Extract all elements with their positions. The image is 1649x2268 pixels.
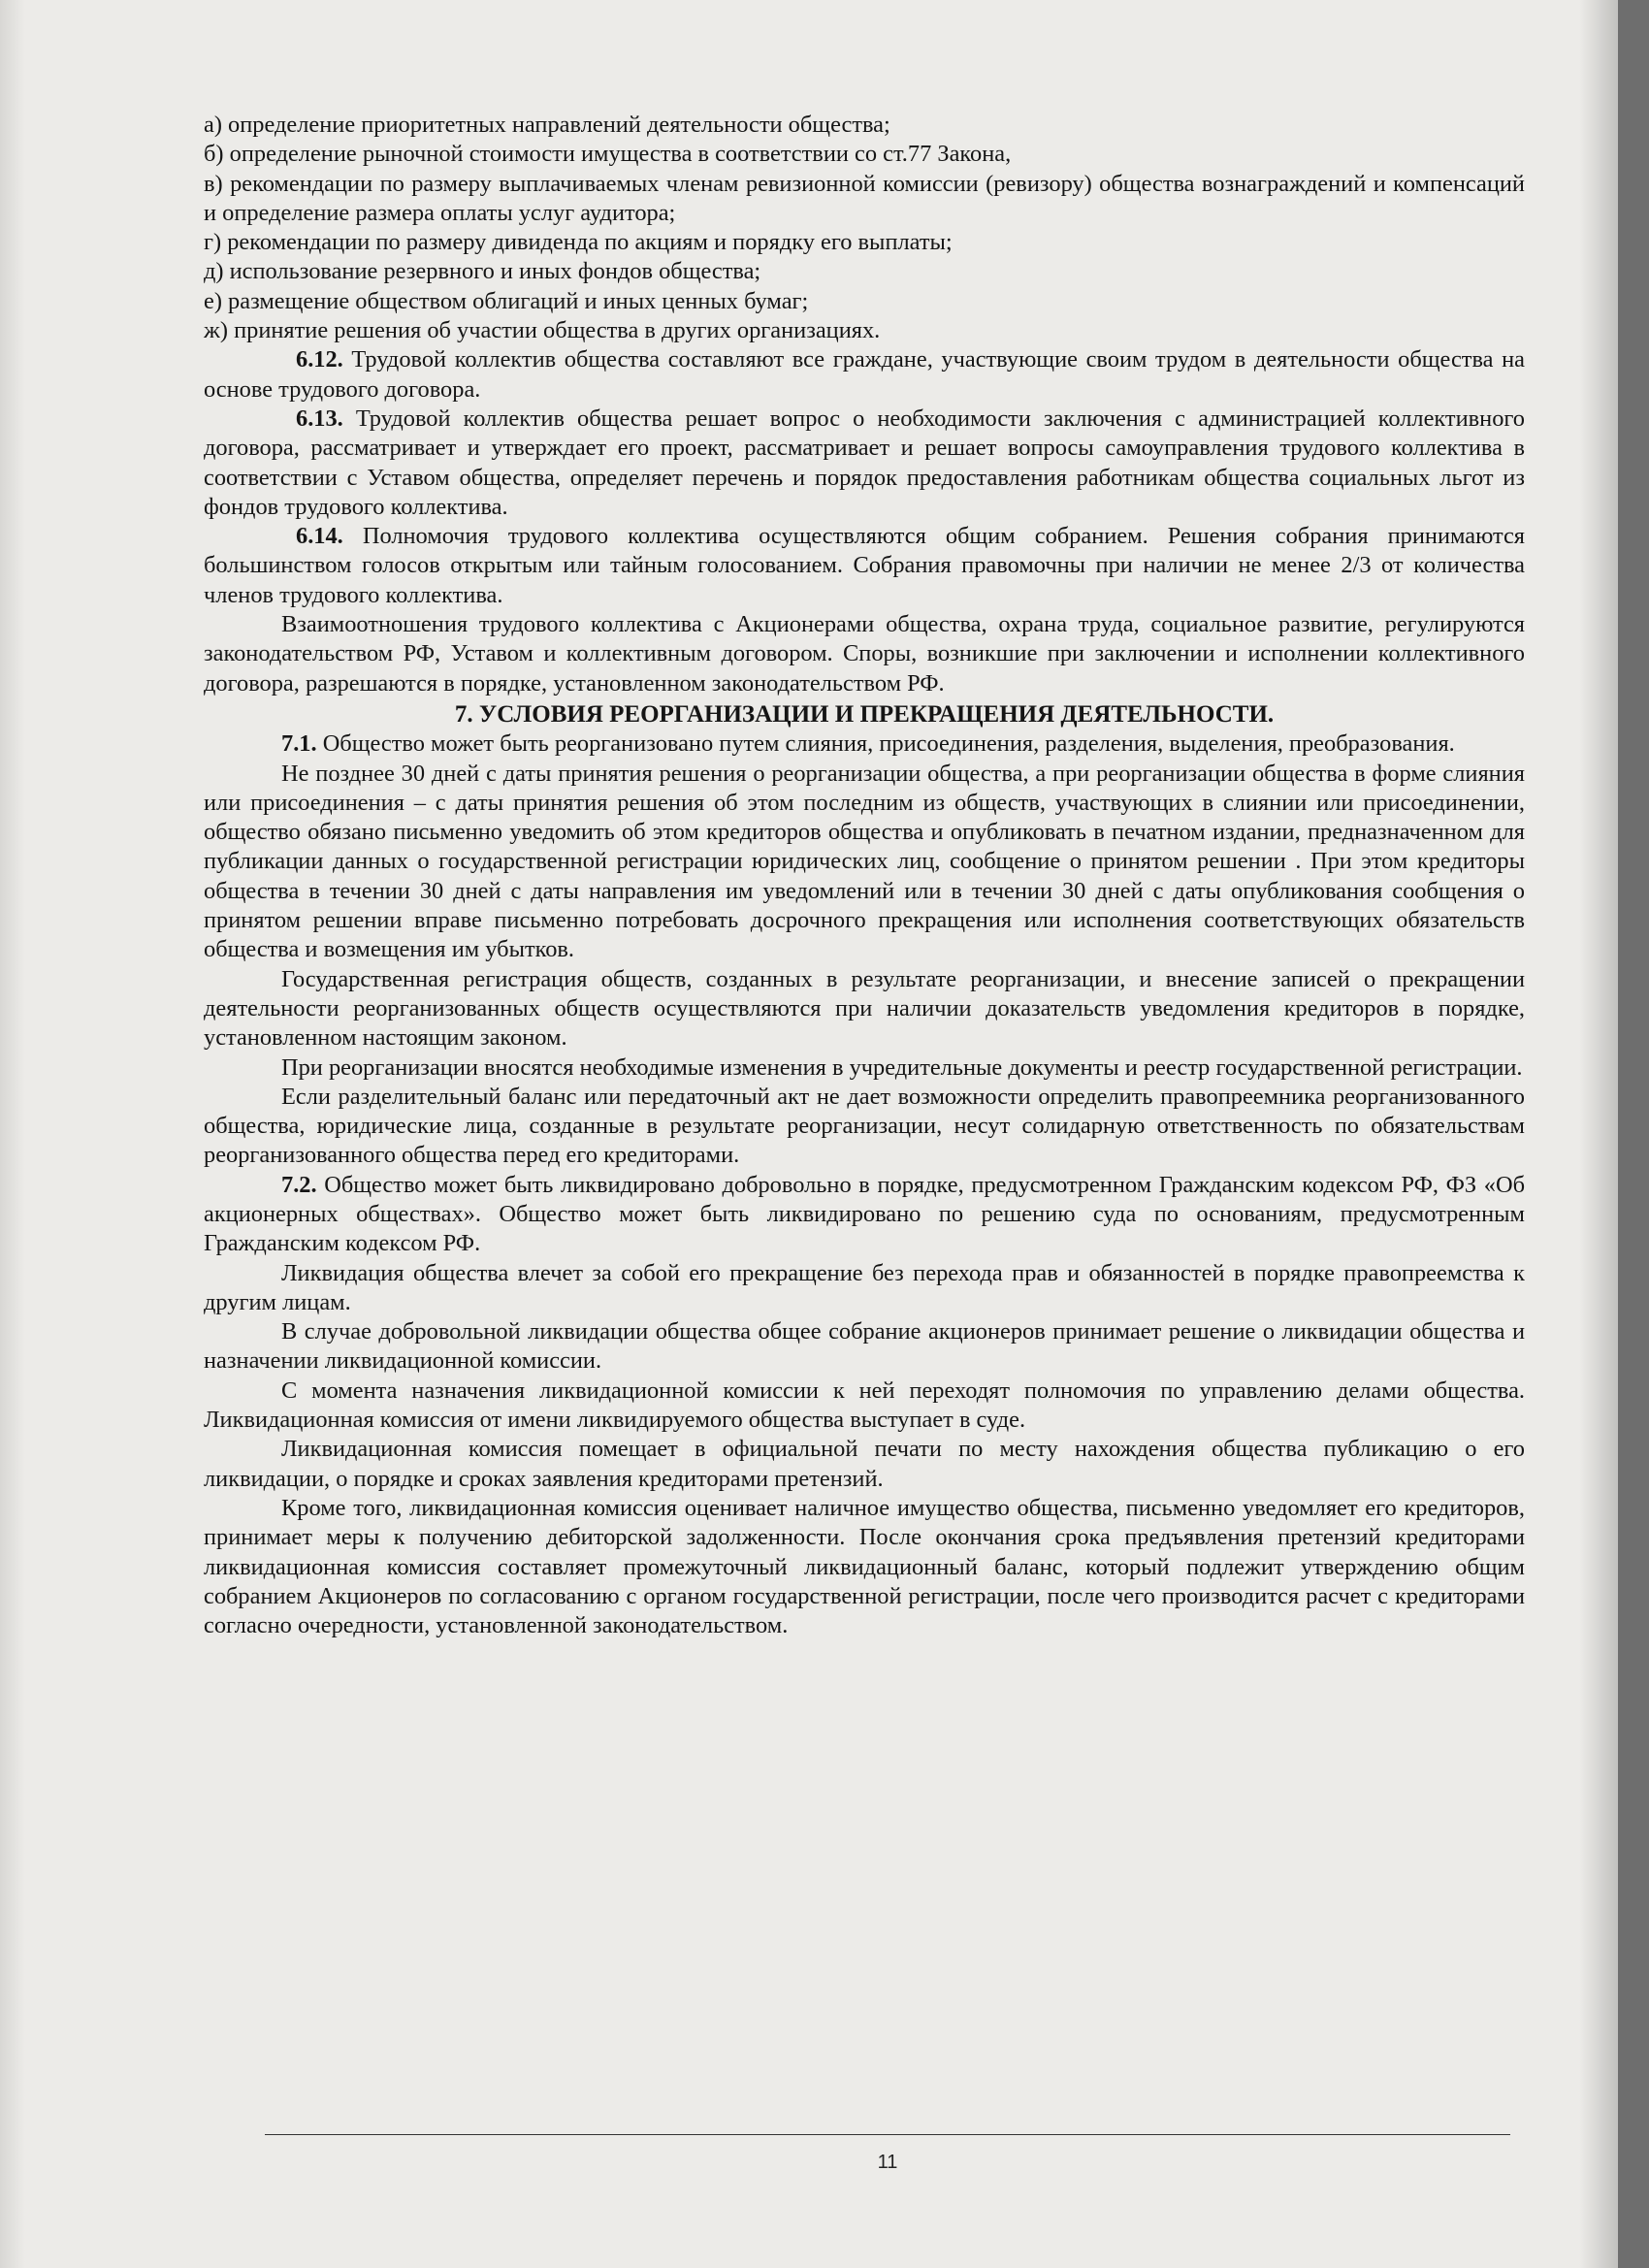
clause-7-1 <box>204 729 1525 759</box>
paragraph-liquidation-5: Кроме того, ликвидационная комиссия оценивает наличное имущество общества, письменно уведомляет его кредиторов, принимает меры к получению дебиторской задолженности. После окончания срока предъявления претензий кредиторами ликвидационная комиссия составляет промежуточный ликвидационный баланс, который подлежит утверждению общим собранием Акционеров по согласованию с органом государственной регистрации, после чего производится расчет с кредиторами согласно очередности, установленной законодательством. <box>204 1494 1525 1639</box>
paragraph-registration: Государственная регистрация обществ, созданных в результате реорганизации, и внесение записей о прекращении деятельности реорганизованных обществ осуществляются при наличии доказательств уведомления кредиторов в порядке, установленном настоящим законом. <box>204 965 1525 1052</box>
clause-number: 7.2. <box>281 1171 317 1198</box>
clause-text: Общество может быть ликвидировано добровольно в порядке, предусмотренном Гражданским кодексом РФ, ФЗ «Об акционерных обществах». Общество может быть ликвидировано по решению суда по основаниям, предусмотренным Гражданским кодексом РФ. <box>204 1171 1525 1257</box>
clause-6-12 <box>204 345 1525 405</box>
section-heading: 7. УСЛОВИЯ РЕОРГАНИЗАЦИИ И ПРЕКРАЩЕНИЯ ДЕЯТЕЛЬНОСТИ. <box>454 700 1275 728</box>
clause-number: 7.1. <box>281 730 317 758</box>
clause-7-2 <box>204 1171 1525 1259</box>
clause-number: 6.12. <box>296 346 343 373</box>
paragraph-changes: При реорганизации вносятся необходимые изменения в учредительные документы и реестр государственной регистрации. <box>281 1053 1523 1081</box>
list-item: д) использование резервного и иных фондов общества; <box>204 258 761 285</box>
footer-rule <box>265 2134 1510 2135</box>
clause-text: Трудовой коллектив общества решает вопрос о необходимости заключения с администрацией коллективного договора, рассматривает и утверждает его проект, рассматривает и решает вопросы самоуправления трудового коллектива в соответствии с Уставом общества, определяет перечень и порядок предоставления работникам общества социальных льгот из фондов трудового коллектива. <box>204 405 1525 520</box>
clause-number: 6.14. <box>296 523 343 550</box>
paragraph-liquidation-1: Ликвидация общества влечет за собой его прекращение без перехода прав и обязанностей в порядке правопреемства к другим лицам. <box>204 1259 1525 1315</box>
clause-number: 6.13. <box>296 405 343 432</box>
clause-text: Трудовой коллектив общества составляют все граждане, участвующие своим трудом в деятельности общества на основе трудового договора. <box>204 346 1525 403</box>
list-item: в) рекомендации по размеру выплачиваемых членам ревизионной комиссии (ревизору) общества вознаграждений и компенсаций и определение размера оплаты услуг аудитора; <box>204 170 1525 226</box>
clause-text: Общество может быть реорганизовано путем слияния, присоединения, разделения, выделения, преобразования. <box>316 730 1455 758</box>
paragraph-notification: Не позднее 30 дней с даты принятия решения о реорганизации общества, а при реорганизации общества в форме слияния или присоединения – с даты принятия решения об этом последним из обществ, участвующих в слиянии или присоединении, общество обязано письменно уведомить об этом кредиторов общества и опубликовать в печатном издании, предназначенном для публикации данных о государственной регистрации юридических лиц, сообщение о принятом решении . При этом кредиторы общества в течении 30 дней с даты направления им уведомлений или в течении 30 дней с даты опубликования сообщения о принятом решении вправе письменно потребовать досрочного прекращения или исполнения соответствующих обязательств общества и возмещения им убытков. <box>204 760 1525 963</box>
clause-6-14 <box>204 522 1525 610</box>
paragraph-liquidation-4: Ликвидационная комиссия помещает в официальной печати по месту нахождения общества публикацию о его ликвидации, о порядке и сроках заявления кредиторами претензий. <box>204 1436 1525 1492</box>
page-binding-shadow <box>0 0 25 2268</box>
paragraph-liquidation-3: С момента назначения ликвидационной комиссии к ней переходят полномочия по управлению делами общества. Ликвидационная комиссия от имени ликвидируемого общества выступает в суде. <box>204 1377 1525 1434</box>
list-item: ж) принятие решения об участии общества в других организациях. <box>204 317 881 344</box>
list-item: б) определение рыночной стоимости имущества в соответствии со ст.77 Закона, <box>204 141 1012 168</box>
paragraph-balance: Если разделительный баланс или передаточный акт не дает возможности определить правопреемника реорганизованного общества, юридические лица, созданные в результате реорганизации, несут солидарную ответственность по обязательствам реорганизованного общества перед его кредиторами. <box>204 1083 1525 1169</box>
list-item: е) размещение обществом облигаций и иных ценных бумаг; <box>204 287 809 314</box>
list-item: а) определение приоритетных направлений деятельности общества; <box>204 112 890 138</box>
clause-text: Полномочия трудового коллектива осуществляются общим собранием. Решения собрания принимаются большинством голосов открытым или тайным голосованием. Собрания правомочны при наличии не менее 2/3 от количества членов трудового коллектива. <box>204 523 1525 608</box>
page-text <box>204 111 1525 1640</box>
clause-6-13 <box>204 405 1525 522</box>
list-item: г) рекомендации по размеру дивиденда по акциям и порядку его выплаты; <box>204 229 953 256</box>
paragraph-liquidation-2: В случае добровольной ликвидации общества общее собрание акционеров принимает решение о ликвидации общества и назначении ликвидационной комиссии. <box>204 1318 1525 1375</box>
page-number: 11 <box>877 2152 898 2173</box>
paragraph-relations: Взаимоотношения трудового коллектива с Акционерами общества, охрана труда, социальное развитие, регулируются законодательством РФ, Уставом и коллективным договором. Споры, возникшие при заключении и исполнении коллективного договора, разрешаются в порядке, установленном законодательством РФ. <box>204 611 1525 697</box>
